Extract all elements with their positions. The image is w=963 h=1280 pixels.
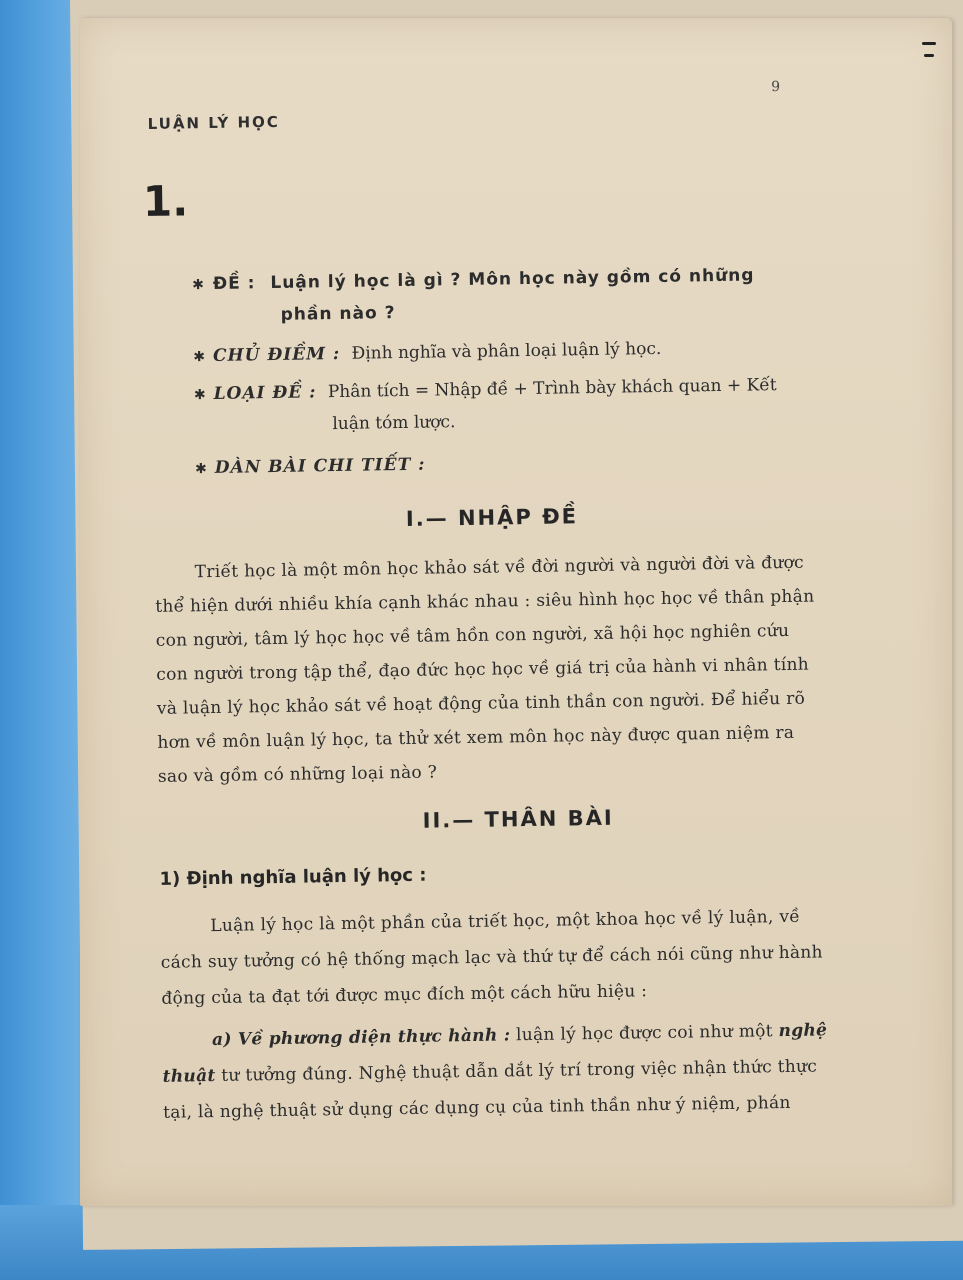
intro-line-1: Triết học là một môn học khảo sát về đời người và người đời và được (194, 552, 805, 583)
outline-line (195, 455, 426, 479)
type-text-1: Phân tích = Nhập đề + Trình bày khách quan + Kết (327, 375, 777, 403)
point-a-text-2: tư tưởng đúng. Nghệ thuật dẫn dắt lý trí trong việc nhận thức thực (221, 1056, 818, 1086)
section-2-heading: II.— THÂN BÀI (422, 805, 614, 833)
intro-line-2: thể hiện dưới nhiều khía cạnh khác nhau : siêu hình học học về thân phận (155, 586, 815, 617)
intro-line-6: hơn về môn luận lý học, ta thử xét xem môn học này được quan niệm ra (157, 722, 795, 753)
star-icon: ✱ (192, 277, 206, 294)
running-head: LUẬN LÝ HỌC (147, 112, 281, 133)
intro-line-7: sao và gồm có những loại nào ? (157, 762, 438, 787)
body-line-3: động của ta đạt tới được mục đích một cách hữu hiệu : (161, 981, 648, 1009)
point-a-label: a) Về phương diện thực hành : (211, 1025, 511, 1051)
main-point-line (193, 339, 661, 366)
type-line-1 (194, 375, 777, 404)
page-number: 9 (771, 79, 781, 96)
book-page (80, 18, 952, 1206)
topic-text-2: phần nào ? (280, 303, 396, 325)
main-point-label: CHỦ ĐIỀM : (212, 343, 341, 366)
subsection-heading: 1) Định nghĩa luận lý học : (159, 864, 427, 890)
topic-line-2 (281, 303, 396, 325)
outline-label: DÀN BÀI CHI TIẾT : (214, 454, 426, 478)
type-text-2: luận tóm lược. (332, 412, 456, 435)
body-line-2: cách suy tưởng có hệ thống mạch lạc và thứ tự để cách nói cũng như hành (160, 942, 824, 973)
intro-line-3: con người, tâm lý học học về tâm hồn con người, xã hội học nghiên cứu (155, 620, 790, 651)
chapter-number: 1. (142, 176, 189, 227)
point-a-emphasis-1: nghệ (778, 1020, 828, 1042)
background-left (0, 0, 80, 1280)
intro-line-5: và luận lý học khảo sát về hoạt động của tinh thần con người. Để hiểu rõ (156, 688, 806, 719)
star-icon: ✱ (193, 387, 206, 404)
point-a-line-1 (212, 1020, 827, 1050)
type-label: LOẠI ĐỀ : (213, 382, 317, 404)
main-point-text: Định nghĩa và phân loại luận lý học. (351, 338, 662, 364)
point-a-emphasis-2: thuật (162, 1066, 216, 1087)
point-a-line-3: tại, là nghệ thuật sử dụng các dụng cụ của tinh thần như ý niệm, phán (163, 1092, 791, 1123)
star-icon: ✱ (194, 461, 207, 478)
intro-line-4: con người trong tập thể, đạo đức học học về giá trị của hành vi nhân tính (156, 654, 810, 685)
topic-line-1 (192, 265, 755, 294)
point-a-line-2 (162, 1057, 817, 1087)
topic-label: ĐỀ : (212, 273, 256, 294)
point-a-text: luận lý học được coi như một (515, 1021, 774, 1046)
star-icon: ✱ (193, 349, 206, 366)
page-content (80, 4, 963, 1206)
type-line-2 (332, 412, 455, 434)
body-line-1: Luận lý học là một phần của triết học, một khoa học về lý luận, về (210, 906, 801, 937)
topic-text-1: Luận lý học là gì ? Môn học này gồm có những (270, 265, 755, 294)
section-1-heading: I.— NHẬP ĐỀ (405, 504, 579, 531)
